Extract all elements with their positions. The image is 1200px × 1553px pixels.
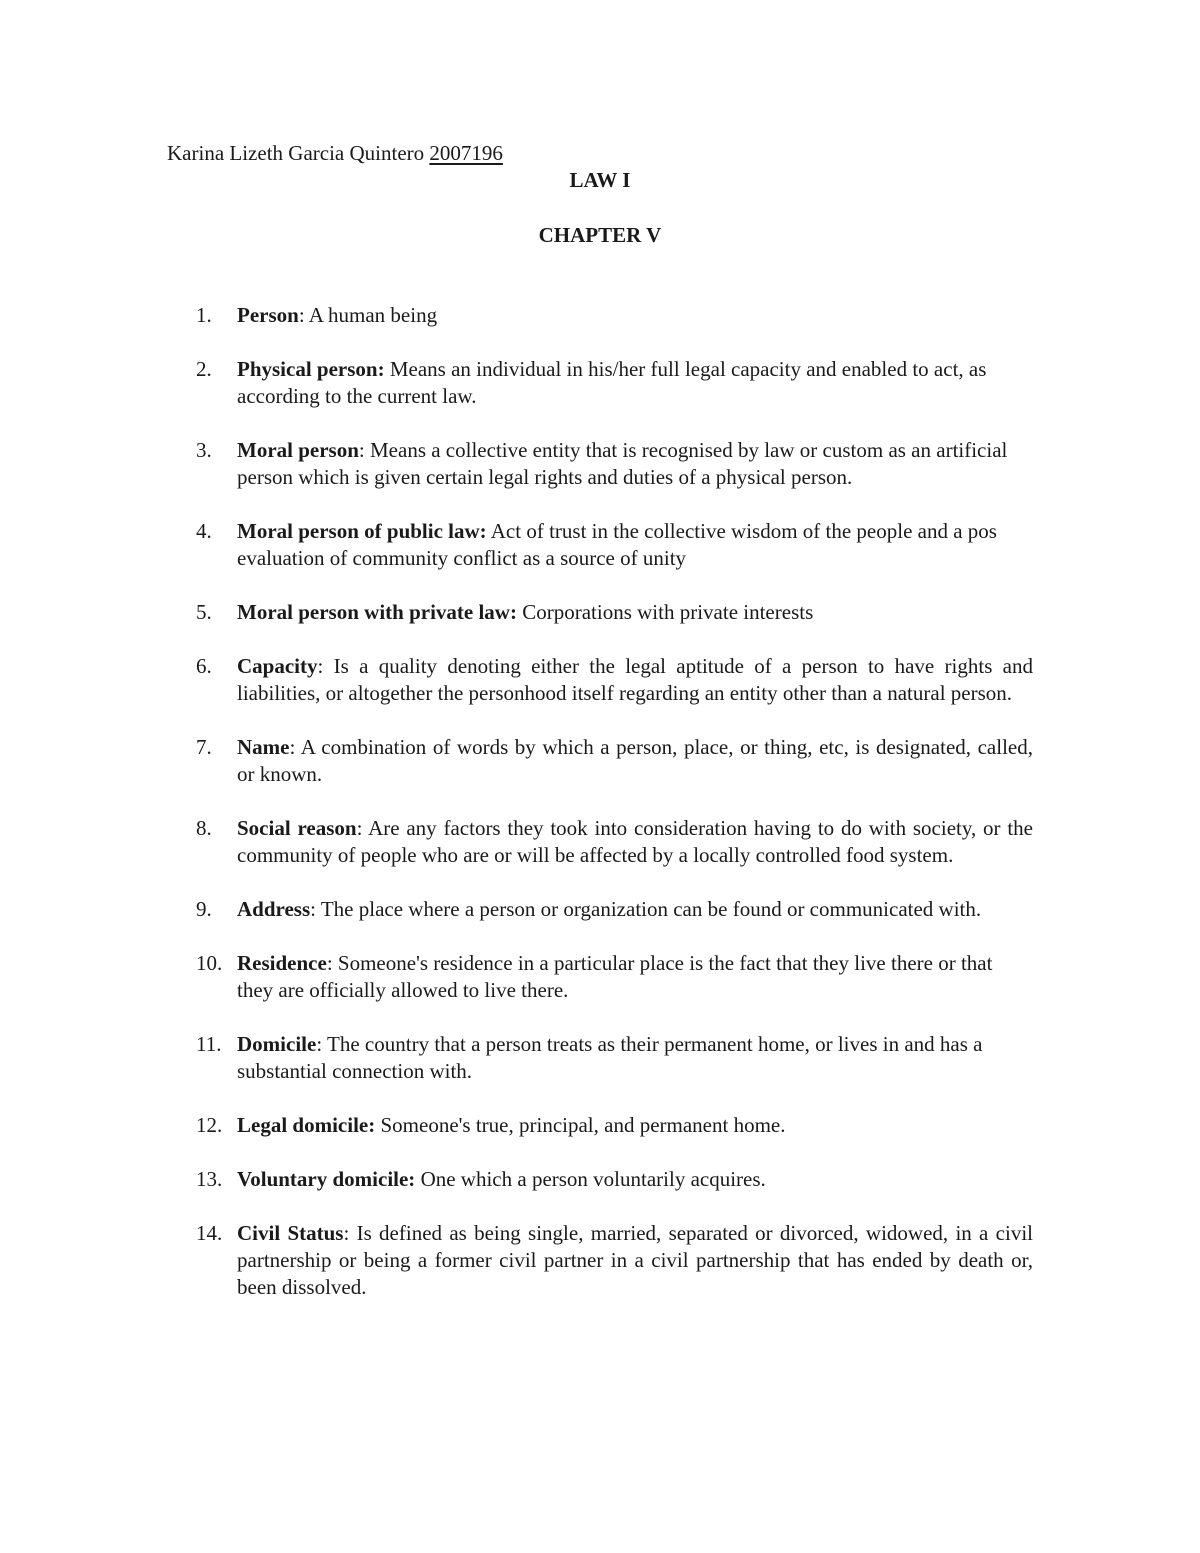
definition-body: The country that a person treats as their permanent home, or lives in and has a substantial connection with. bbox=[237, 1032, 983, 1083]
definition-term: Address bbox=[237, 897, 311, 921]
definition-text bbox=[237, 518, 1033, 572]
definition-term: Capacity bbox=[237, 654, 318, 678]
author-line bbox=[167, 140, 503, 167]
definition-body: Is a quality denoting either the legal aptitude of a person to have rights and liabilities, or altogether the personhood itself regarding an entity other than a natural person. bbox=[237, 654, 1033, 705]
definition-term: Name bbox=[237, 735, 290, 759]
definition-text bbox=[237, 896, 1033, 923]
definition-body: Someone's residence in a particular place is the fact that they live there or that they are officially allowed to live there. bbox=[237, 951, 993, 1002]
author-name: Karina Lizeth Garcia Quintero bbox=[167, 141, 425, 165]
definition-number: 2. bbox=[196, 357, 212, 381]
definition-body: A combination of words by which a person, place, or thing, etc, is designated, called, or known. bbox=[237, 735, 1033, 786]
definition-item bbox=[196, 950, 1033, 1004]
definition-term: Domicile bbox=[237, 1032, 317, 1056]
definition-number: 8. bbox=[196, 816, 212, 840]
definition-body: Corporations with private interests bbox=[522, 600, 814, 624]
definition-separator: : bbox=[356, 816, 369, 840]
definition-body: Act of trust in the collective wisdom of the people and a pos evaluation of community conflict as a source of unity bbox=[237, 519, 997, 570]
definition-body: Someone's true, principal, and permanent home. bbox=[380, 1113, 786, 1137]
definition-term: Civil Status bbox=[237, 1221, 344, 1245]
definition-number: 7. bbox=[196, 735, 212, 759]
chapter-heading: CHAPTER V bbox=[538, 223, 662, 247]
definition-number: 5. bbox=[196, 600, 212, 624]
definition-item bbox=[196, 599, 1033, 626]
definition-term: Person bbox=[237, 303, 299, 327]
definition-body: One which a person voluntarily acquires. bbox=[420, 1167, 766, 1191]
definition-separator: : bbox=[310, 897, 321, 921]
definition-item bbox=[196, 1112, 1033, 1139]
definition-item bbox=[196, 815, 1033, 869]
definition-number: 11. bbox=[196, 1032, 222, 1056]
definition-text bbox=[237, 599, 1033, 626]
definition-text bbox=[237, 734, 1033, 788]
definition-term: Moral person of public law: bbox=[237, 519, 487, 543]
definition-item bbox=[196, 437, 1033, 491]
definition-item bbox=[196, 518, 1033, 572]
definition-text bbox=[237, 356, 1033, 410]
definition-text bbox=[237, 1166, 1033, 1193]
definition-body: A human being bbox=[308, 303, 438, 327]
definition-body: The place where a person or organization can be found or communicated with. bbox=[320, 897, 982, 921]
definition-text bbox=[237, 653, 1033, 707]
definition-number: 3. bbox=[196, 438, 212, 462]
document-title: LAW I bbox=[569, 168, 631, 192]
definition-separator: : bbox=[289, 735, 301, 759]
definition-text bbox=[237, 302, 1033, 329]
definition-item bbox=[196, 1220, 1033, 1301]
definition-text bbox=[237, 1220, 1033, 1301]
definition-item bbox=[196, 302, 1033, 329]
definition-separator: : bbox=[358, 438, 370, 462]
definition-number: 14. bbox=[196, 1221, 223, 1245]
definition-item bbox=[196, 1166, 1033, 1193]
definition-item bbox=[196, 653, 1033, 707]
definition-item bbox=[196, 896, 1033, 923]
definition-body: Is defined as being single, married, separated or divorced, widowed, in a civil partnership or being a former civil partner in a civil partnership that has ended by death or, been dissolved. bbox=[237, 1221, 1033, 1299]
definition-text bbox=[237, 1031, 1033, 1085]
definition-number: 4. bbox=[196, 519, 212, 543]
definition-term: Social reason bbox=[237, 816, 357, 840]
definition-term: Voluntary domicile: bbox=[237, 1167, 416, 1191]
definition-item bbox=[196, 734, 1033, 788]
definition-number: 1. bbox=[196, 303, 212, 327]
definition-separator: : bbox=[316, 1032, 328, 1056]
definition-body: Are any factors they took into consideration having to do with society, or the community of people who are or will be affected by a locally controlled food system. bbox=[237, 816, 1033, 867]
definition-number: 12. bbox=[196, 1113, 223, 1137]
definition-term: Physical person: bbox=[237, 357, 385, 381]
definition-separator: : bbox=[326, 951, 338, 975]
definition-item bbox=[196, 356, 1033, 410]
definition-separator: : bbox=[343, 1221, 357, 1245]
definition-text bbox=[237, 437, 1033, 491]
definition-term: Moral person with private law: bbox=[237, 600, 517, 624]
definition-text bbox=[237, 950, 1033, 1004]
definition-number: 9. bbox=[196, 897, 212, 921]
definition-number: 13. bbox=[196, 1167, 223, 1191]
definition-body: Means an individual in his/her full legal capacity and enabled to act, as according to the current law. bbox=[237, 357, 987, 408]
definition-item bbox=[196, 1031, 1033, 1085]
definition-term: Legal domicile: bbox=[237, 1113, 376, 1137]
definition-separator: : bbox=[298, 303, 309, 327]
definition-text bbox=[237, 815, 1033, 869]
definition-number: 10. bbox=[196, 951, 223, 975]
definition-separator: : bbox=[317, 654, 334, 678]
definition-term: Moral person bbox=[237, 438, 359, 462]
author-id: 2007196 bbox=[429, 141, 503, 165]
definition-body: Means a collective entity that is recognised by law or custom as an artificial person which is given certain legal rights and duties of a physical person. bbox=[237, 438, 1008, 489]
definitions-list bbox=[196, 302, 1033, 1328]
definition-number: 6. bbox=[196, 654, 212, 678]
definition-text bbox=[237, 1112, 1033, 1139]
definition-term: Residence bbox=[237, 951, 327, 975]
